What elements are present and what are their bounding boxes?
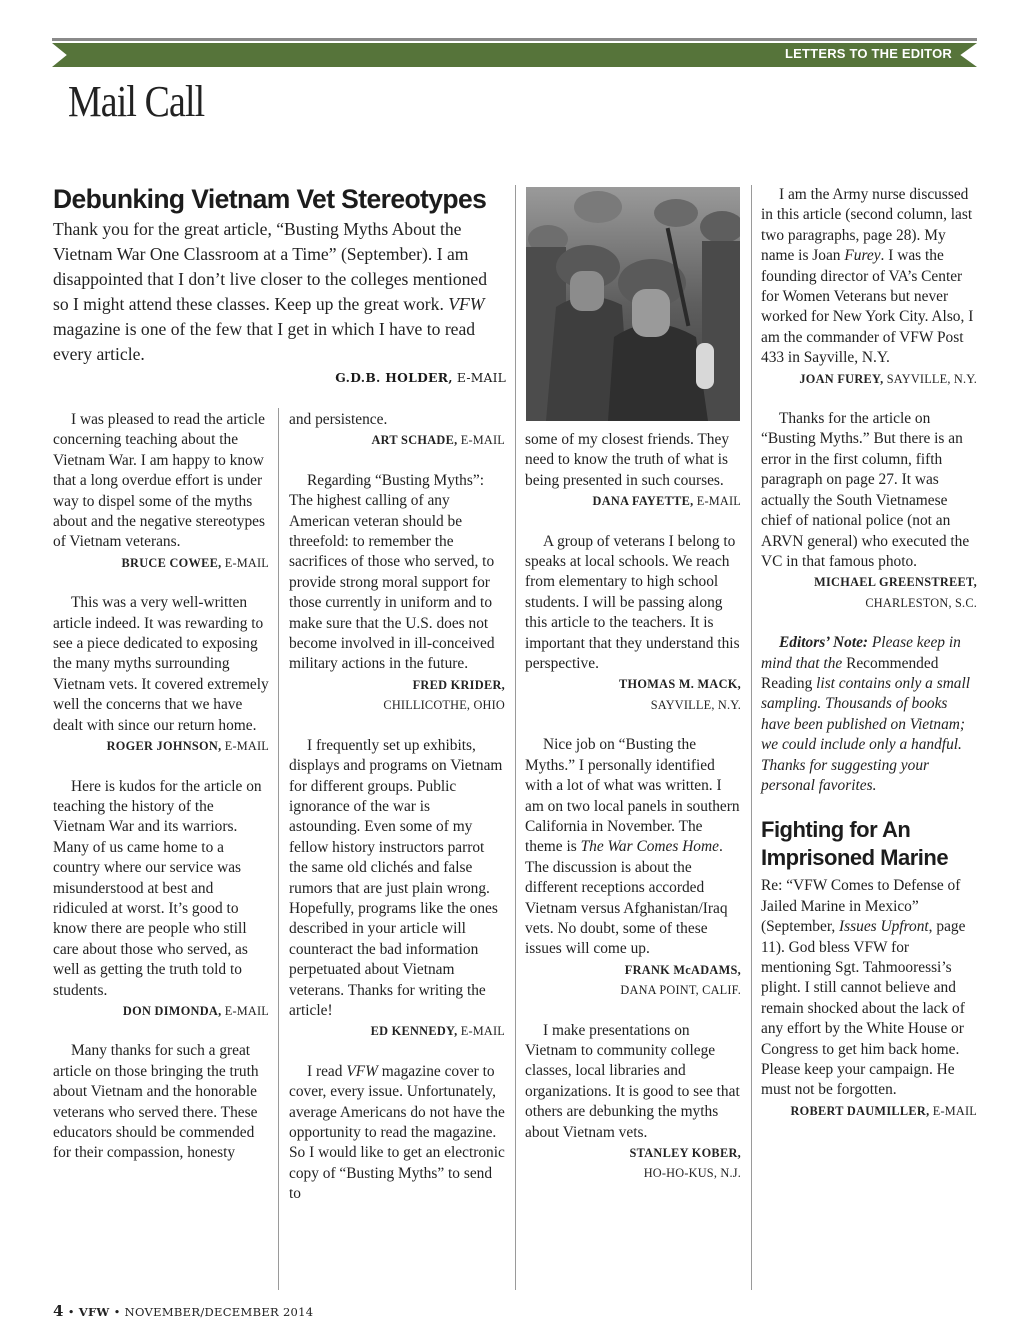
letter-body: Regarding “Busting Myths”: The highest calling of any American veteran should be threefold: to remember the sacrifices of those who served, to provide strong moral support for those currently in uniform and to make sure that the U.S. does not become involved in ill-conceived military actions in the future.	[289, 471, 495, 673]
letter-signature: DON DIMONDA, E-MAIL	[122, 1003, 269, 1018]
letter-body: I frequently set up exhibits, displays and programs on Vietnam for different groups. Public ignorance of the war is astounding. Even some of my fellow history instructors parrot the same old clichés and false rumors that are just plain wrong. Hopefully, programs like the ones described in your article will counteract the bad information perpetuated about Vietnam veterans. Thanks for writing the article!	[289, 736, 503, 1019]
column-4	[761, 185, 977, 1141]
letter-body: I was pleased to read the article concerning teaching about the Vietnam War. I am happy to know that a long overdue effort is under way to dispel some of the myths about and the negative stereotypes of Vietnam veterans.	[53, 411, 265, 551]
letter-body-continued: some of my closest friends. They need to know the truth of what is being presented in such courses.	[525, 431, 730, 489]
letter-location: DANA POINT, CALIF.	[620, 983, 741, 998]
column-1	[53, 410, 269, 1164]
letter-signature: ART SCHADE, E-MAIL	[371, 433, 505, 448]
letter-body: Re: “VFW Comes to Defense of Jailed Marine in Mexico” (September, Issues Upfront, page 11). God bless VFW for mentioning Sgt. Tahmooressi’s plight. I still cannot believe and remain shocked about the lack of any effort by the White House or Congress to get him back home. Please keep your campaign. He must not be forgotten.	[761, 877, 966, 1099]
letter-signature: ED KENNEDY, E-MAIL	[370, 1024, 505, 1039]
page-footer: 4 • VFW • NOVEMBER/DECEMBER 2014	[53, 1302, 314, 1320]
banner-rule	[52, 38, 977, 41]
letter-body: I read VFW magazine cover to cover, every issue. Unfortunately, average Americans do not have the opportunity to read the magazine. So I would like to get an electronic copy of “Busting Myths” to send to	[289, 1062, 505, 1203]
column-rule	[751, 185, 752, 1290]
letter-location: HO-HO-KUS, N.J.	[643, 1166, 741, 1181]
letter-body: Many thanks for such a great article on those bringing the truth about Vietnam and the honorable veterans who served there. These educators should be commended for their compassion, honesty	[53, 1042, 259, 1162]
letter-body: Here is kudos for the article on teaching the history of the Vietnam War and its warriors. Many of us came home to a country where our service was misunderstood at best and ridiculed at worst. It’s good to know there are people who still care about those who served, as well as getting the truth told to students.	[53, 777, 262, 999]
section-label: LETTERS TO THE EDITOR	[785, 46, 952, 61]
page-number: 4	[53, 1302, 64, 1320]
letter-signature: DANA FAYETTE, E-MAIL	[592, 494, 741, 509]
column-rule	[278, 408, 279, 1290]
letter-signature: MICHAEL GREENSTREET,	[814, 575, 977, 590]
subsection-headline: Fighting for An Imprisoned Marine	[761, 817, 949, 871]
lead-letter-body: Thank you for the great article, “Busting Myths About the Vietnam War One Classroom at a Time” (September). I am disappointed that I don’t live closer to the colleges mentioned so I might attend these classes. Keep up the great work. VFW magazine is one of the few that I get in which I have to read every article.	[53, 219, 488, 364]
editors-note: Editors’ Note: Please keep in mind that the Recommended Reading list contains only a small sampling. Thousands of books have been published on Vietnam; we could include only a handful. Thanks for suggesting your personal favorites.	[761, 634, 971, 794]
magazine-name: VFW	[78, 1305, 110, 1319]
page-title: Mail Call	[68, 77, 205, 126]
letter-location: CHARLESTON, S.C.	[865, 595, 977, 610]
letter-signature: ROGER JOHNSON, E-MAIL	[106, 739, 269, 754]
letter-location: CHILLICOTHE, OHIO	[383, 698, 505, 713]
letter-body: Thanks for the article on “Busting Myths.” But there is an error in the first column, fifth paragraph on page 27. It was actually the South Vietnamese chief of national police (not an ARVN general) who executed the VC in that famous photo.	[761, 410, 970, 570]
soldiers-photo	[526, 187, 740, 421]
column-rule	[515, 185, 516, 1290]
column-3	[525, 430, 741, 1204]
letter-body: I make presentations on Vietnam to community college classes, local libraries and organizations. It is good to see that others are debunking the myths about Vietnam vets.	[525, 1021, 740, 1141]
letter-body-continued: and persistence.	[289, 411, 388, 428]
column-2	[289, 410, 505, 1205]
letter-signature: THOMAS M. MACK,	[619, 677, 741, 692]
letter-signature: BRUCE COWEE, E-MAIL	[121, 555, 269, 570]
letter-signature: JOAN FUREY, SAYVILLE, N.Y.	[799, 371, 977, 386]
letter-body: A group of veterans I belong to speaks at local schools. We reach from elementary to high school students. I will be passing along this article to the teachers. It is important that they understand this perspective.	[525, 532, 740, 673]
letter-signature: FRED KRIDER,	[412, 677, 505, 692]
lead-headline: Debunking Vietnam Vet Stereotypes	[53, 184, 487, 214]
issue-date: NOVEMBER/DECEMBER 2014	[124, 1305, 314, 1319]
letter-location: SAYVILLE, N.Y.	[650, 697, 741, 712]
letter-signature: ROBERT DAUMILLER, E-MAIL	[790, 1103, 977, 1118]
letter-body: Nice job on “Busting the Myths.” I personally identified with a lot of what was written. I am on two local panels in southern California in November. The theme is The War Comes Home. The discussion is about the different receptions accorded Vietnam versus Afghanistan/Iraq vets. No doubt, some of these issues will come up.	[525, 736, 740, 958]
letter-signature: STANLEY KOBER,	[629, 1146, 741, 1160]
letter-signature: FRANK McADAMS,	[624, 962, 741, 977]
letter-body: I am the Army nurse discussed in this article (second column, last two paragraphs, page 28). My name is Joan Furey. I was the founding director of VA’s Center for Women Veterans but never worked for New York City. Also, I am the commander of VFW Post 433 in Sayville, N.Y.	[761, 186, 974, 367]
letter-body: This was a very well-written article indeed. It was rewarding to see a piece dedicated to exposing the many myths surrounding Vietnam vets. It covered extremely well the concerns that we have dealt with since our return home.	[53, 594, 269, 734]
lead-signature: G.D.B. HOLDER, E-MAIL	[335, 370, 506, 385]
